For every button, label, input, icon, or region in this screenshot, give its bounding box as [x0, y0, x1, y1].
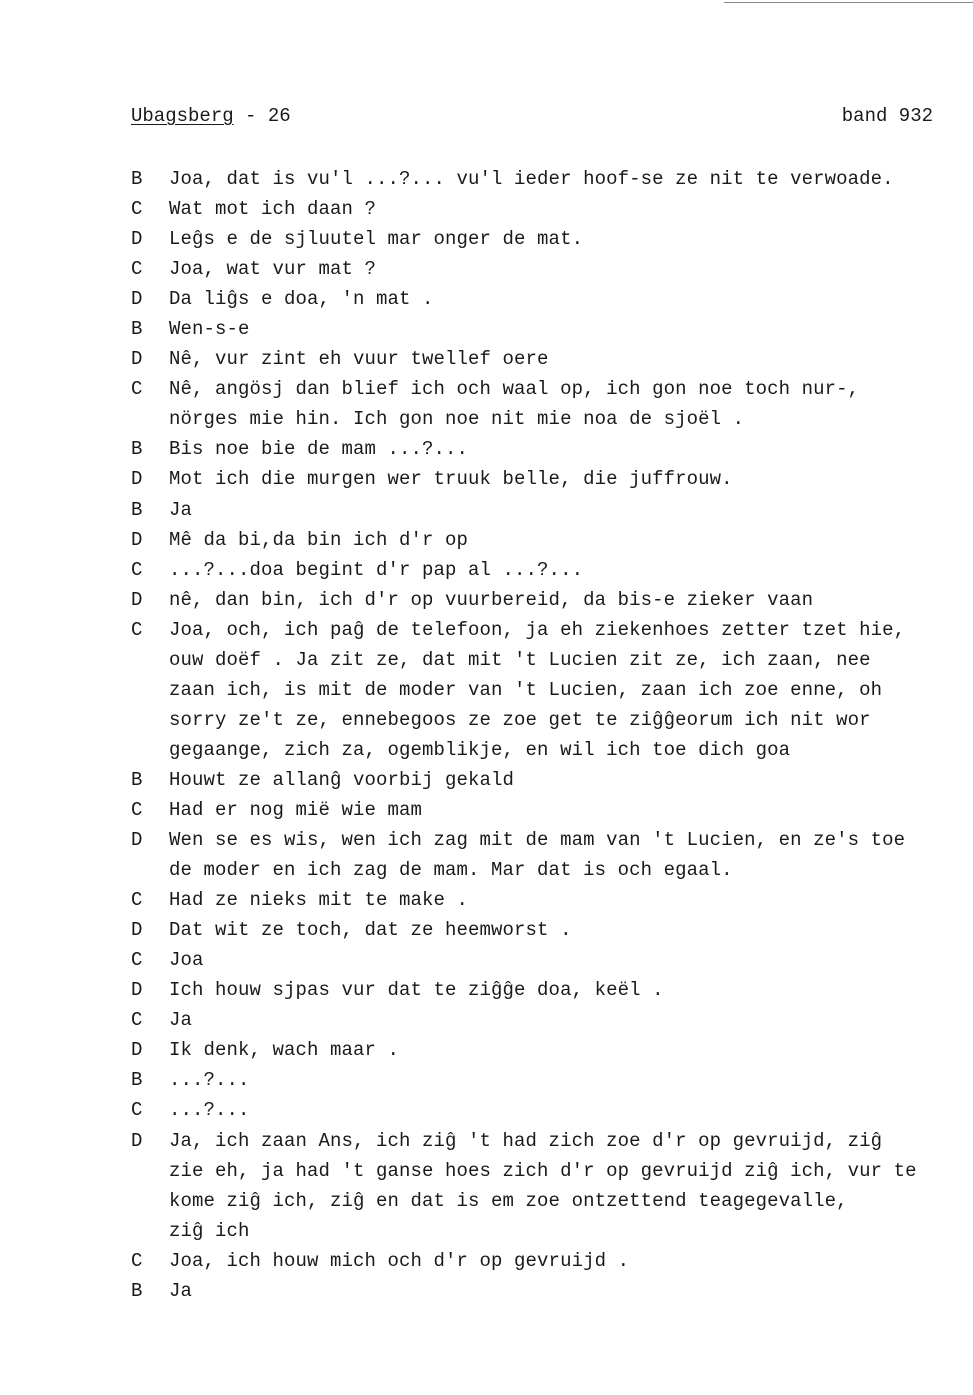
utterance-line: ...?...doa begint d'r pap al ...?... — [169, 558, 584, 581]
transcript-turn — [131, 945, 973, 975]
speaker-label: C — [131, 618, 143, 641]
speaker-label: D — [131, 1129, 143, 1152]
utterance — [169, 795, 973, 825]
speaker-label: D — [131, 588, 143, 611]
speaker-label: D — [131, 348, 143, 371]
speaker-label: B — [131, 768, 143, 791]
utterance — [169, 765, 973, 795]
transcript-turn — [131, 765, 973, 795]
transcript-turn — [131, 615, 973, 765]
utterance-line: Wen se es wis, wen ich zag mit de mam van 't Lucien, en ze's toe — [169, 829, 906, 852]
utterance-line: ...?... — [169, 1099, 250, 1122]
utterance-line: ...?... — [169, 1069, 250, 1092]
utterance — [169, 975, 973, 1005]
transcript-turn — [131, 825, 973, 885]
transcript-turn — [131, 284, 973, 314]
utterance — [169, 254, 973, 284]
transcript-turn — [131, 795, 973, 825]
speaker-label: D — [131, 979, 143, 1002]
utterance-line: zie eh, ja had 't ganse hoes zich d'r op gevruijd ziĝ ich, vur te — [169, 1159, 917, 1182]
utterance-line: Houwt ze allanĝ voorbij gekald — [169, 768, 515, 791]
transcript-turn — [131, 344, 973, 374]
utterance-line: ziĝ ich — [169, 1219, 250, 1242]
transcript-turn — [131, 975, 973, 1005]
utterance-line: Ja — [169, 1009, 193, 1032]
utterance-line: Wen-s-e — [169, 318, 250, 341]
transcript-turn — [131, 254, 973, 284]
utterance — [169, 885, 973, 915]
utterance — [169, 585, 973, 615]
speaker-label: D — [131, 829, 143, 852]
utterance — [169, 1246, 973, 1276]
utterance-line: Nê, angösj dan blief ich och waal op, ich gon noe toch nur-, — [169, 378, 860, 401]
utterance-line: Joa, wat vur mat ? — [169, 258, 377, 281]
utterance-line: Ja — [169, 498, 193, 521]
speaker-label: B — [131, 498, 143, 521]
utterance — [169, 1126, 973, 1246]
page-header-left — [131, 104, 291, 128]
utterance — [169, 945, 973, 975]
speaker-label: C — [131, 558, 143, 581]
utterance-line: zaan ich, is mit de moder van 't Lucien, zaan ich zoe enne, oh — [169, 678, 883, 701]
utterance-line: Joa, och, ich paĝ de telefoon, ja eh ziekenhoes zetter tzet hie, — [169, 618, 906, 641]
transcript-turn — [131, 464, 973, 494]
transcript-turn — [131, 915, 973, 945]
transcript-turn — [131, 314, 973, 344]
speaker-label: C — [131, 889, 143, 912]
speaker-label: D — [131, 228, 143, 251]
utterance — [169, 374, 973, 434]
transcript-turn — [131, 1065, 973, 1095]
utterance-line: nê, dan bin, ich d'r op vuurbereid, da bis-e zieker vaan — [169, 588, 814, 611]
utterance-line: Ja, ich zaan Ans, ich ziĝ 't had zich zoe d'r op gevruijd, ziĝ — [169, 1129, 883, 1152]
utterance-line: Leĝs e de sjluutel mar onger de mat. — [169, 228, 584, 251]
utterance — [169, 555, 973, 585]
speaker-label: C — [131, 1249, 143, 1272]
transcript-turn — [131, 1005, 973, 1035]
utterance-line: kome ziĝ ich, ziĝ en dat is em zoe ontzettend teagegevalle, — [169, 1189, 848, 1212]
transcript-turn — [131, 194, 973, 224]
speaker-label: D — [131, 1039, 143, 1062]
speaker-label: C — [131, 198, 143, 221]
utterance — [169, 1276, 973, 1306]
utterance — [169, 1095, 973, 1125]
transcript-turn — [131, 1126, 973, 1246]
utterance — [169, 224, 973, 254]
tape-number: band 932 — [841, 105, 933, 127]
utterance-line: nörges mie hin. Ich gon noe nit mie noa de sjoël . — [169, 408, 745, 431]
transcript-turn — [131, 555, 973, 585]
transcript-turn — [131, 495, 973, 525]
utterance — [169, 525, 973, 555]
utterance-line: Ik denk, wach maar . — [169, 1039, 400, 1062]
utterance — [169, 164, 973, 194]
page-number: - 26 — [233, 105, 291, 127]
utterance-line: Mot ich die murgen wer truuk belle, die juffrouw. — [169, 468, 733, 491]
utterance-line: Nê, vur zint eh vuur twellef oere — [169, 348, 549, 371]
speaker-label: C — [131, 798, 143, 821]
transcript-turn — [131, 1246, 973, 1276]
utterance-line: sorry ze't ze, ennebegoos ze zoe get te ziĝĝeorum ich nit wor — [169, 708, 871, 731]
utterance-line: Mê da bi,da bin ich d'r op — [169, 528, 469, 551]
utterance — [169, 314, 973, 344]
utterance-line: Joa — [169, 949, 204, 972]
utterance-line: Joa, dat is vu'l ...?... vu'l ieder hoof-se ze nit te verwoade. — [169, 168, 894, 190]
transcript-turn — [131, 525, 973, 555]
speaker-label: B — [131, 1069, 143, 1092]
utterance-line: Joa, ich houw mich och d'r op gevruijd . — [169, 1249, 630, 1272]
utterance-line: Da liĝs e doa, 'n mat . — [169, 288, 434, 311]
speaker-label: B — [131, 318, 143, 341]
utterance-line: Had er nog mië wie mam — [169, 798, 423, 821]
speaker-label: C — [131, 258, 143, 281]
utterance — [169, 464, 973, 494]
transcript-turn — [131, 885, 973, 915]
place-name: Ubagsberg — [131, 105, 234, 127]
utterance-line: Wat mot ich daan ? — [169, 198, 377, 221]
utterance — [169, 1065, 973, 1095]
transcript — [131, 164, 973, 1306]
speaker-label: C — [131, 1009, 143, 1032]
utterance — [169, 615, 973, 765]
utterance — [169, 194, 973, 224]
utterance — [169, 825, 973, 885]
speaker-label: D — [131, 468, 143, 491]
utterance-line: Ich houw sjpas vur dat te ziĝĝe doa, keël . — [169, 979, 664, 1002]
transcript-turn — [131, 1035, 973, 1065]
utterance-line: Bis noe bie de mam ...?... — [169, 438, 469, 461]
speaker-label: D — [131, 528, 143, 551]
top-edge-rule — [724, 2, 973, 3]
transcript-turn — [131, 164, 973, 194]
speaker-label: B — [131, 1279, 143, 1302]
speaker-label: D — [131, 288, 143, 311]
speaker-label: C — [131, 949, 143, 972]
utterance-line: Had ze nieks mit te make . — [169, 889, 469, 912]
utterance-line: Dat wit ze toch, dat ze heemworst . — [169, 919, 572, 942]
utterance-line: Ja — [169, 1279, 193, 1302]
speaker-label: B — [131, 168, 143, 190]
transcript-turn — [131, 374, 973, 434]
utterance — [169, 344, 973, 374]
transcript-turn — [131, 1095, 973, 1125]
speaker-label: C — [131, 378, 143, 401]
speaker-label: D — [131, 919, 143, 942]
transcript-turn — [131, 585, 973, 615]
utterance — [169, 495, 973, 525]
utterance-line: ouw doëf . Ja zit ze, dat mit 't Lucien zit ze, ich zaan, nee — [169, 648, 871, 671]
utterance-line: de moder en ich zag de mam. Mar dat is och egaal. — [169, 859, 733, 882]
utterance — [169, 1005, 973, 1035]
speaker-label: B — [131, 438, 143, 461]
utterance — [169, 284, 973, 314]
transcript-turn — [131, 224, 973, 254]
utterance — [169, 1035, 973, 1065]
transcript-turn — [131, 1276, 973, 1306]
utterance — [169, 915, 973, 945]
utterance-line: gegaange, zich za, ogemblikje, en wil ich toe dich goa — [169, 738, 791, 761]
transcript-turn — [131, 434, 973, 464]
utterance — [169, 434, 973, 464]
speaker-label: C — [131, 1099, 143, 1122]
